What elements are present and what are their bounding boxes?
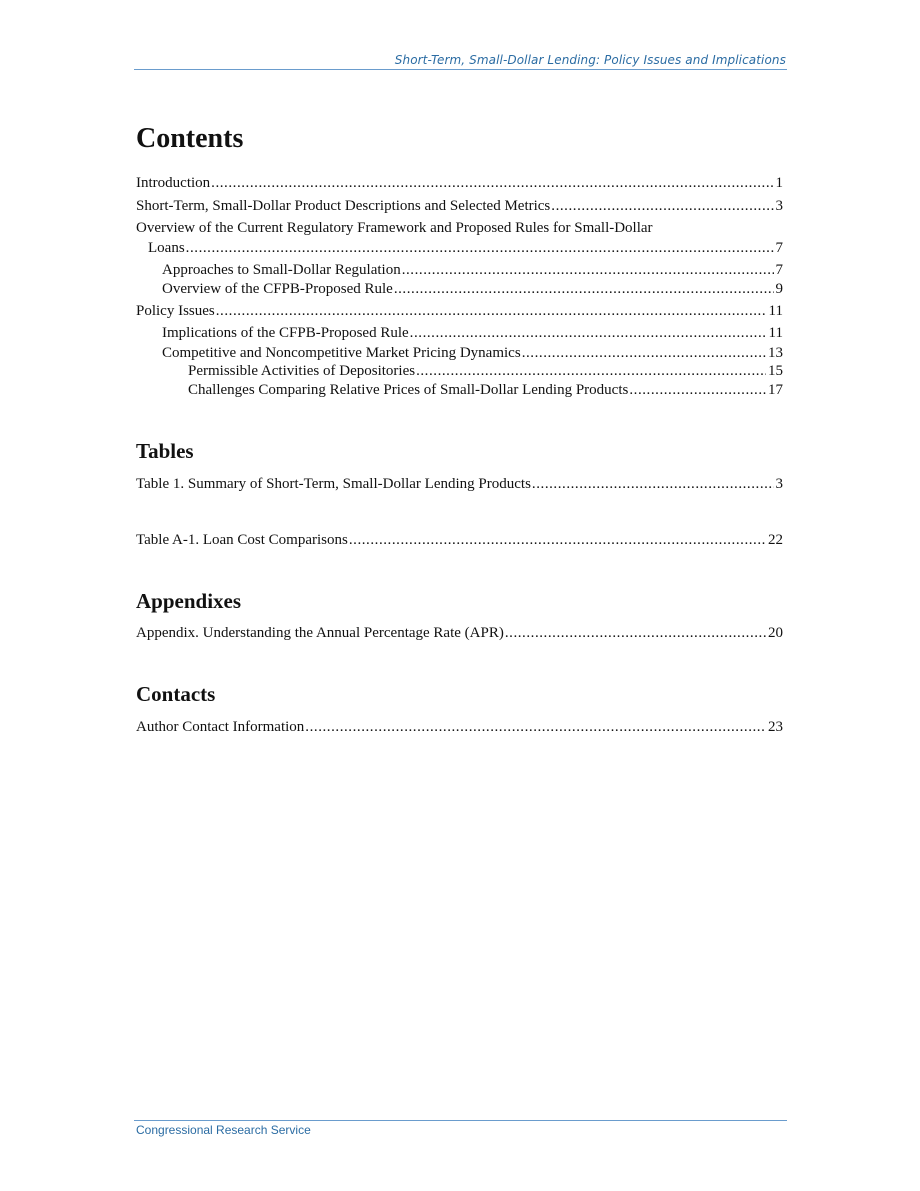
toc-entry-permissible-activities[interactable] — [188, 362, 783, 381]
toc-entry-page: 15 — [768, 363, 783, 379]
toc-entry-table-a1[interactable] — [136, 531, 783, 550]
toc-entry-title: Policy Issues — [136, 303, 215, 319]
dot-leader — [349, 531, 766, 550]
toc-entry-title: Permissible Activities of Depositories — [188, 363, 416, 379]
toc-entry-cfpb-overview[interactable] — [162, 280, 783, 299]
toc-entry-author-contact[interactable] — [136, 718, 783, 737]
toc-entry-page: 13 — [768, 345, 783, 361]
toc-entry-title: Competitive and Noncompetitive Market Pricing Dynamics — [162, 345, 521, 361]
toc-entry-regulatory-framework-line1[interactable]: Overview of the Current Regulatory Framework and Proposed Rules for Small-Dollar — [136, 220, 653, 236]
dot-leader — [305, 718, 766, 737]
toc-entry-introduction[interactable] — [136, 174, 783, 193]
dot-leader — [402, 261, 774, 280]
tables-heading: Tables — [136, 439, 194, 463]
toc-entry-approaches[interactable] — [162, 261, 783, 280]
dot-leader — [410, 324, 767, 343]
toc-entry-page: 11 — [768, 325, 783, 341]
dot-leader — [522, 344, 766, 363]
toc-entry-title: Approaches to Small-Dollar Regulation — [162, 262, 401, 278]
toc-entry-title: Table 1. Summary of Short-Term, Small-Dollar Lending Products — [136, 476, 531, 492]
toc-entry-title: Short-Term, Small-Dollar Product Descriptions and Selected Metrics — [136, 198, 551, 214]
toc-entry-page: 9 — [775, 281, 783, 297]
toc-entry-page: 1 — [775, 175, 783, 191]
toc-entry-title: Challenges Comparing Relative Prices of Small-Dollar Lending Products — [188, 382, 629, 398]
toc-entry-page: 11 — [768, 303, 783, 319]
toc-entry-title: Table A-1. Loan Cost Comparisons — [136, 532, 348, 548]
dot-leader — [629, 381, 766, 400]
toc-entry-title: Introduction — [136, 175, 211, 191]
toc-entry-page: 20 — [768, 625, 783, 641]
toc-entry-policy-issues[interactable] — [136, 302, 783, 321]
running-header-title: Short-Term, Small-Dollar Lending: Policy Issues and Implications — [394, 53, 786, 67]
toc-entry-title: Appendix. Understanding the Annual Percentage Rate (APR) — [136, 625, 504, 641]
toc-entry-title: Implications of the CFPB-Proposed Rule — [162, 325, 409, 341]
toc-entry-title: Loans — [148, 240, 185, 256]
toc-entry-page: 22 — [768, 532, 783, 548]
toc-entry-pricing-dynamics[interactable] — [162, 344, 783, 363]
contacts-heading: Contacts — [136, 682, 216, 706]
appendixes-heading: Appendixes — [136, 589, 242, 613]
dot-leader — [416, 362, 766, 381]
toc-entry-page: 3 — [775, 198, 783, 214]
dot-leader — [211, 174, 773, 193]
toc-entry-product-descriptions[interactable] — [136, 197, 783, 216]
toc-entry-page: 7 — [775, 262, 783, 278]
footer-rule — [134, 1120, 787, 1121]
toc-entry-regulatory-framework[interactable] — [148, 239, 783, 258]
dot-leader — [216, 302, 767, 321]
toc-entry-page: 7 — [775, 240, 783, 256]
toc-entry-title: Overview of the CFPB-Proposed Rule — [162, 281, 393, 297]
dot-leader — [186, 239, 774, 258]
toc-entry-relative-prices[interactable] — [188, 381, 783, 400]
header-rule — [134, 69, 787, 70]
toc-entry-page: 3 — [775, 476, 783, 492]
toc-entry-cfpb-implications[interactable] — [162, 324, 783, 343]
toc-entry-page: 17 — [768, 382, 783, 398]
toc-entry-appendix-apr[interactable] — [136, 624, 783, 643]
dot-leader — [394, 280, 774, 299]
dot-leader — [532, 475, 774, 494]
contents-heading: Contents — [136, 123, 244, 154]
toc-entry-table-1[interactable] — [136, 475, 783, 494]
dot-leader — [505, 624, 766, 643]
toc-entry-title: Author Contact Information — [136, 719, 305, 735]
toc-entry-page: 23 — [768, 719, 783, 735]
dot-leader — [551, 197, 773, 216]
footer-organization: Congressional Research Service — [136, 1123, 311, 1137]
